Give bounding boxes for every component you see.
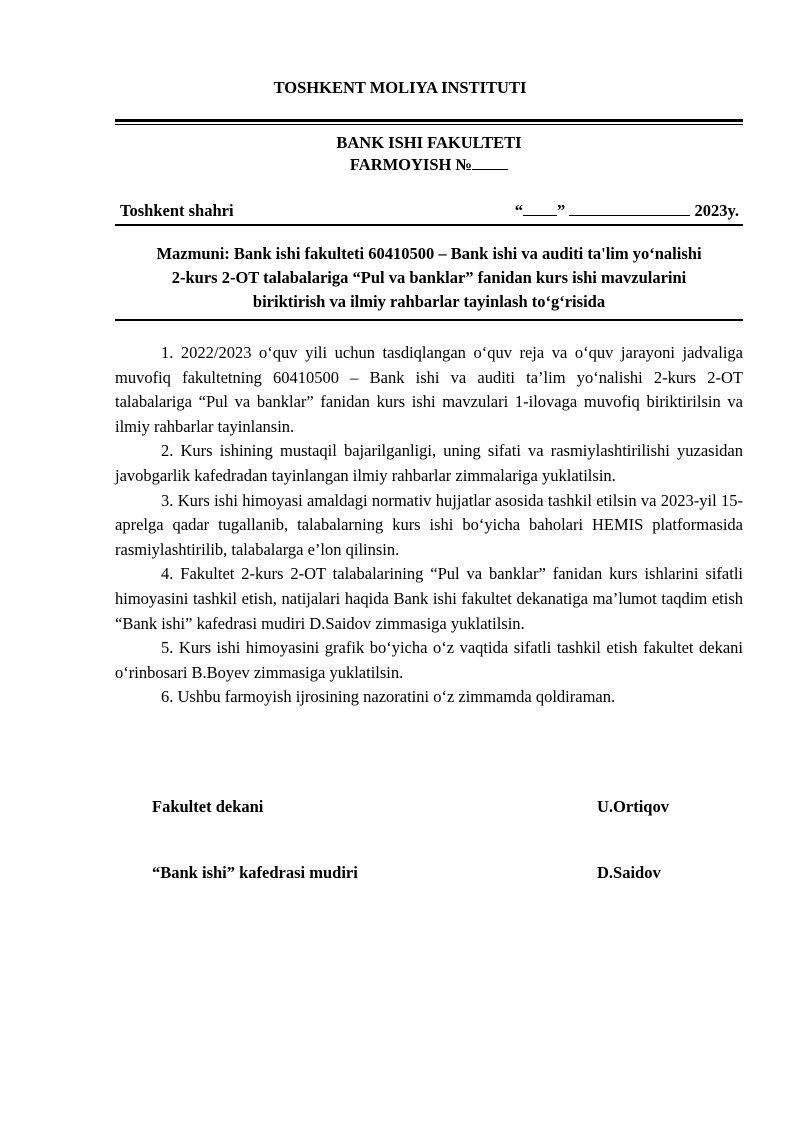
dean-position: Fakultet dekani [152,797,264,816]
order-item-1: 1. 2022/2023 o‘quv yili uchun tasdiqlangan o‘quv reja va o‘quv jarayoni jadvaliga muvofiq fakultetning 60410500 – Bank ishi va auditi ta’lim yo‘nalishi 2-kurs 2-OT talabalariga “Pul va banklar” fanidan kurs ishi mavzulari 1-ilovaga muvofiq biriktirilsin va ilmiy rahbarlar tayinlansin. [115,343,743,436]
order-items [115,341,743,710]
day-blank [523,201,557,216]
order-subject [115,242,743,314]
subject-line-3: biriktirish va ilmiy rahbarlar tayinlash to‘g‘risida [252,292,606,311]
year: 2023y. [694,201,739,220]
order-item-4: 4. Fakultet 2-kurs 2-OT talabalarining “Pul va banklar” fanidan kurs ishlarini sifatli himoyasini tashkil etish, natijalari haqida Bank ishi fakultet dekanatiga ma’lumot taqdim etish “Bank ishi” kafedrasi mudiri D.Saidov zimmasiga yuklatilsin. [115,564,743,633]
dean-name: U.Ortiqov [597,797,669,816]
order-number-blank [472,154,508,170]
order-date: “ ” 2023y. [514,201,739,220]
order-item-6: 6. Ushbu farmoyish ijrosining nazoratini o‘z zimmamda qoldiraman. [161,687,616,707]
place-date-row [115,201,743,223]
faculty-heading [115,132,743,176]
city-name: Toshkent shahri [120,201,234,220]
order-label: FARMOYISH № [349,155,473,174]
order-item-5: 5. Kurs ishi himoyasini grafik bo‘yicha o‘z vaqtida sifatli tashkil etish fakultet dekani o‘rinbosari B.Boyev zimmasiga yuklatilsin. [115,638,743,682]
header-double-rule [115,119,743,125]
department-head-name: D.Saidov [597,863,661,882]
month-blank [569,201,690,216]
date-underline [115,224,743,226]
order-item-2: 2. Kurs ishining mustaqil bajarilganligi, uning sifati va rasmiylashtirilishi yuzasidan javobgarlik kafedradan tayinlangan ilmiy rahbarlar zimmalariga yuklatilsin. [115,441,743,485]
order-title [115,154,743,176]
institute-name: TOSHKENT MOLIYA INSTITUTI [273,78,527,97]
subject-underline [115,319,743,321]
subject-line-2: 2-kurs 2-OT talabalariga “Pul va banklar” fanidan kurs ishi mavzularini [171,268,687,287]
subject-line-1: Mazmuni: Bank ishi fakulteti 60410500 – Bank ishi va auditi ta'lim yo‘nalishi [156,244,702,263]
order-item-3: 3. Kurs ishi himoyasi amaldagi normativ hujjatlar asosida tashkil etilsin va 2023-yil 15-aprelga qadar tugallanib, talabalarning kurs ishi bo‘yicha baholari HEMIS platformasida rasmiylashtirilib, talabalarga e’lon qilinsin. [115,490,743,559]
faculty-name: BANK ISHI FAKULTETI [336,133,522,152]
department-head-position: “Bank ishi” kafedrasi mudiri [152,863,358,882]
